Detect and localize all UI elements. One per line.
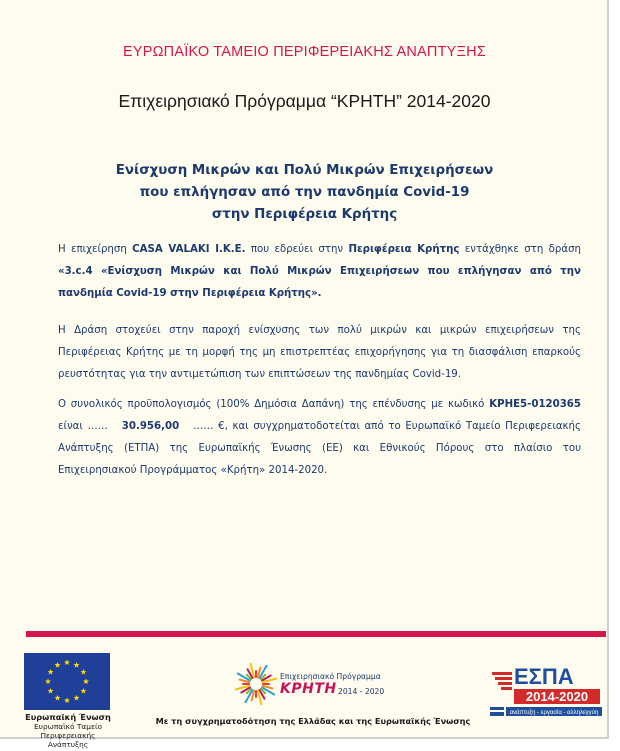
text: εντάχθηκε στη δράση [459, 244, 581, 255]
crete-logo-years: 2014 - 2020 [338, 687, 385, 696]
paragraph-company [58, 239, 581, 305]
espa-years: 2014-2020 [525, 689, 589, 704]
region-name: Περιφέρεια Κρήτης [348, 244, 460, 255]
budget-amount: 30.956,00 [121, 421, 180, 432]
espa-logo [490, 658, 602, 718]
eu-fund-line-1: Ευρωπαϊκό Ταμείο [34, 722, 102, 731]
espa-slogan: ανάπτυξη - εργασία - αλληλεγγύη [509, 710, 599, 716]
main-title-line-2: που επλήγησαν από την πανδημία Covid-19 [139, 185, 470, 200]
program-title: Επιχειρησιακό Πρόγραμμα “ΚΡΗΤΗ” 2014-2020 [118, 91, 491, 111]
text: που εδρεύει στην [245, 244, 349, 255]
footer-divider [26, 631, 606, 637]
eu-flag-icon [24, 653, 110, 710]
eu-logo-block [22, 653, 114, 749]
crete-logo-top: Επιχειρησιακό Πρόγραμμα [280, 672, 381, 681]
text: Η επιχείρηση [58, 244, 133, 255]
crete-logo-name: ΚΡΗΤΗ [280, 681, 337, 697]
text: είναι …… [58, 399, 585, 432]
cofunding-text: Με τη συγχρηματοδότηση της Ελλάδας και της Ευρωπαϊκής Ένωσης [155, 716, 471, 726]
fund-title: ΕΥΡΩΠΑΪΚΟ ΤΑΜΕΙΟ ΠΕΡΙΦΕΡΕΙΑΚΗΣ ΑΝΑΠΤΥΞΗΣ [123, 44, 486, 60]
text: Ο συνολικός προϋπολογισμός (100% Δημόσια Δαπάνη) της επένδυσης με κωδικό [58, 399, 490, 410]
paragraph-budget [58, 394, 585, 482]
company-name: CASA VALAKI I.K.E. [132, 244, 246, 255]
eu-name: Ευρωπαϊκή Ένωση [25, 712, 111, 722]
action-name: «3.c.4 «Ενίσχυση Μικρών και Πολύ Μικρών Επιχειρήσεων που επλήγησαν από την πανδημία Covid-19 στην Περιφέρεια Κρήτης». [58, 266, 581, 299]
paragraph-goal: Η Δράση στοχεύει στην παροχή ενίσχυσης των πολύ μικρών και μικρών επιχειρήσεων της Περιφέρειας Κρήτης με τη μορφή της μη επιστρεπτέας επιχορήγησης για τη διασφάλιση επαρκούς ρευστότητας για την αντιμετώπιση των επιπτώσεων της πανδημίας Covid-19. [58, 325, 581, 380]
crete-program-logo [232, 660, 392, 708]
main-title-line-1: Ενίσχυση Μικρών και Πολύ Μικρών Επιχειρήσεων [115, 163, 494, 178]
eu-fund-line-2: Περιφερειακής Ανάπτυξης [40, 731, 96, 749]
project-code: ΚΡΗΕ5-0120365 [489, 399, 581, 410]
main-title-line-3: στην Περιφέρεια Κρήτης [211, 207, 398, 222]
espa-name: ΕΣΠΑ [514, 664, 574, 689]
main-title [0, 160, 609, 226]
crete-sunburst-icon [232, 660, 280, 708]
text: …… €, και συγχρηματοδοτείται από το Ευρωπαϊκό Ταμείο Περιφερειακής Ανάπτυξης (ΕΤΠΑ) της Ευρωπαϊκής Ένωσης (ΕΕ) και Εθνικούς Πόρους στο πλαίσιο του Επιχειρησιακού Προγράμματος «Κρήτη» 2014-2020. [58, 421, 585, 476]
eu-fund-name [22, 722, 114, 749]
